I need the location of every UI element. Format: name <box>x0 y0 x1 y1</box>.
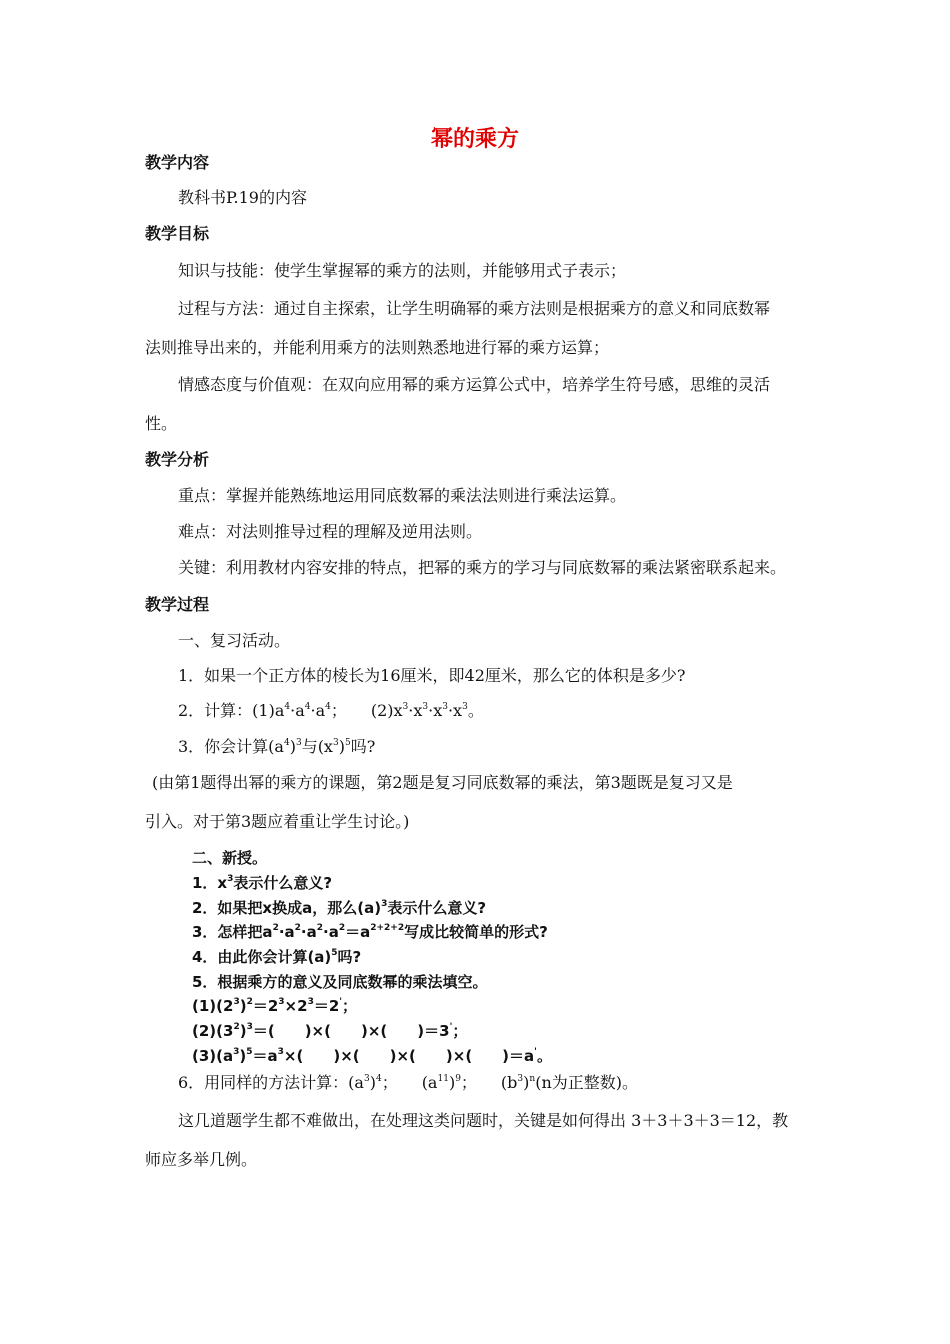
heading-teaching-goals: 教学目标 <box>145 224 210 243</box>
key-point: 重点：掌握并能熟练地运用同底数幂的乘法法则进行乘法运算。 <box>178 486 627 505</box>
goal-knowledge: 知识与技能：使学生掌握幂的乘方的法则，并能够用式子表示； <box>178 261 627 280</box>
review-note-line2: 引入。对于第3题应着重让学生讨论。) <box>145 812 410 831</box>
goal-process-line2: 法则推导出来的，并能利用乘方的法则熟悉地进行幂的乘方运算； <box>145 338 610 357</box>
new-item-3: 3．怎样把$a^2\cdot a^2\cdot a^2\cdot a^2=a^{2+2+2}$写成比较简单的形式? <box>192 923 548 941</box>
difficult-point: 难点：对法则推导过程的理解及逆用法则。 <box>178 522 483 541</box>
fill-in-1: $(1)(2^3)^2=2^3\times 2^3=2'$； <box>192 997 358 1015</box>
document-title: 幂的乘方 <box>430 127 519 152</box>
review-note-line1: (由第1题得出幂的乘方的课题，第2题是复习同底数幂的乘法，第3题既是复习又是 <box>152 773 733 792</box>
crucial-point: 关键：利用教材内容安排的特点，把幂的乘方的学习与同底数幂的乘法紧密联系起来。 <box>178 558 787 577</box>
new-item-1: 1．$x^3$表示什么意义? <box>192 874 333 892</box>
fill-in-3: $(3)(a^3)^5=a^3\times$( )×( )×( )×( )＝a'。 <box>192 1047 552 1065</box>
review-question-3: 3．你会计算$(a^4)^3$与$(x^3)^5$吗? <box>178 737 376 756</box>
new-item-4: 4．由此你会计算$(a)^5$吗? <box>192 948 362 966</box>
fill-in-2: $(2)(3^2)^3=$( )×( )×( )＝3'； <box>192 1022 468 1040</box>
content-text: 教科书P.19的内容 <box>178 188 307 207</box>
review-question-6: 6．用同样的方法计算：$(a^3)^4$； $(a^{11})^9$； $(b^3)^n(n$为正整数)。 <box>178 1073 638 1092</box>
closing-text-line2: 师应多举几例。 <box>145 1150 258 1169</box>
goal-process-line1: 过程与方法：通过自主探索，让学生明确幂的乘方法则是根据乘方的意义和同底数幂 <box>178 299 771 318</box>
new-lesson-title: 二、新授。 <box>192 849 268 867</box>
review-question-2: 2．计算：$(1)a^4\cdot a^4\cdot a^4$； $(2)x^3\cdot x^3\cdot x^3\cdot x^3$。 <box>178 701 484 720</box>
goal-emotion-line1: 情感态度与价值观：在双向应用幂的乘方运算公式中，培养学生符号感，思维的灵活 <box>178 375 771 394</box>
goal-emotion-line2: 性。 <box>145 414 178 433</box>
new-item-5: 5．根据乘方的意义及同底数幂的乘法填空。 <box>192 973 488 991</box>
heading-teaching-process: 教学过程 <box>145 595 210 614</box>
heading-teaching-content: 教学内容 <box>145 153 210 172</box>
review-question-1: 1．如果一个正方体的棱长为16厘米，即42厘米，那么它的体积是多少? <box>178 666 686 685</box>
closing-text-line1: 这几道题学生都不难做出，在处理这类问题时，关键是如何得出 3＋3＋3＋3＝12，教 <box>178 1111 789 1130</box>
heading-teaching-analysis: 教学分析 <box>145 450 210 469</box>
new-item-2: 2．如果把x换成a，那么$(a)^3$表示什么意义? <box>192 899 487 917</box>
review-title: 一、复习活动。 <box>178 631 291 650</box>
